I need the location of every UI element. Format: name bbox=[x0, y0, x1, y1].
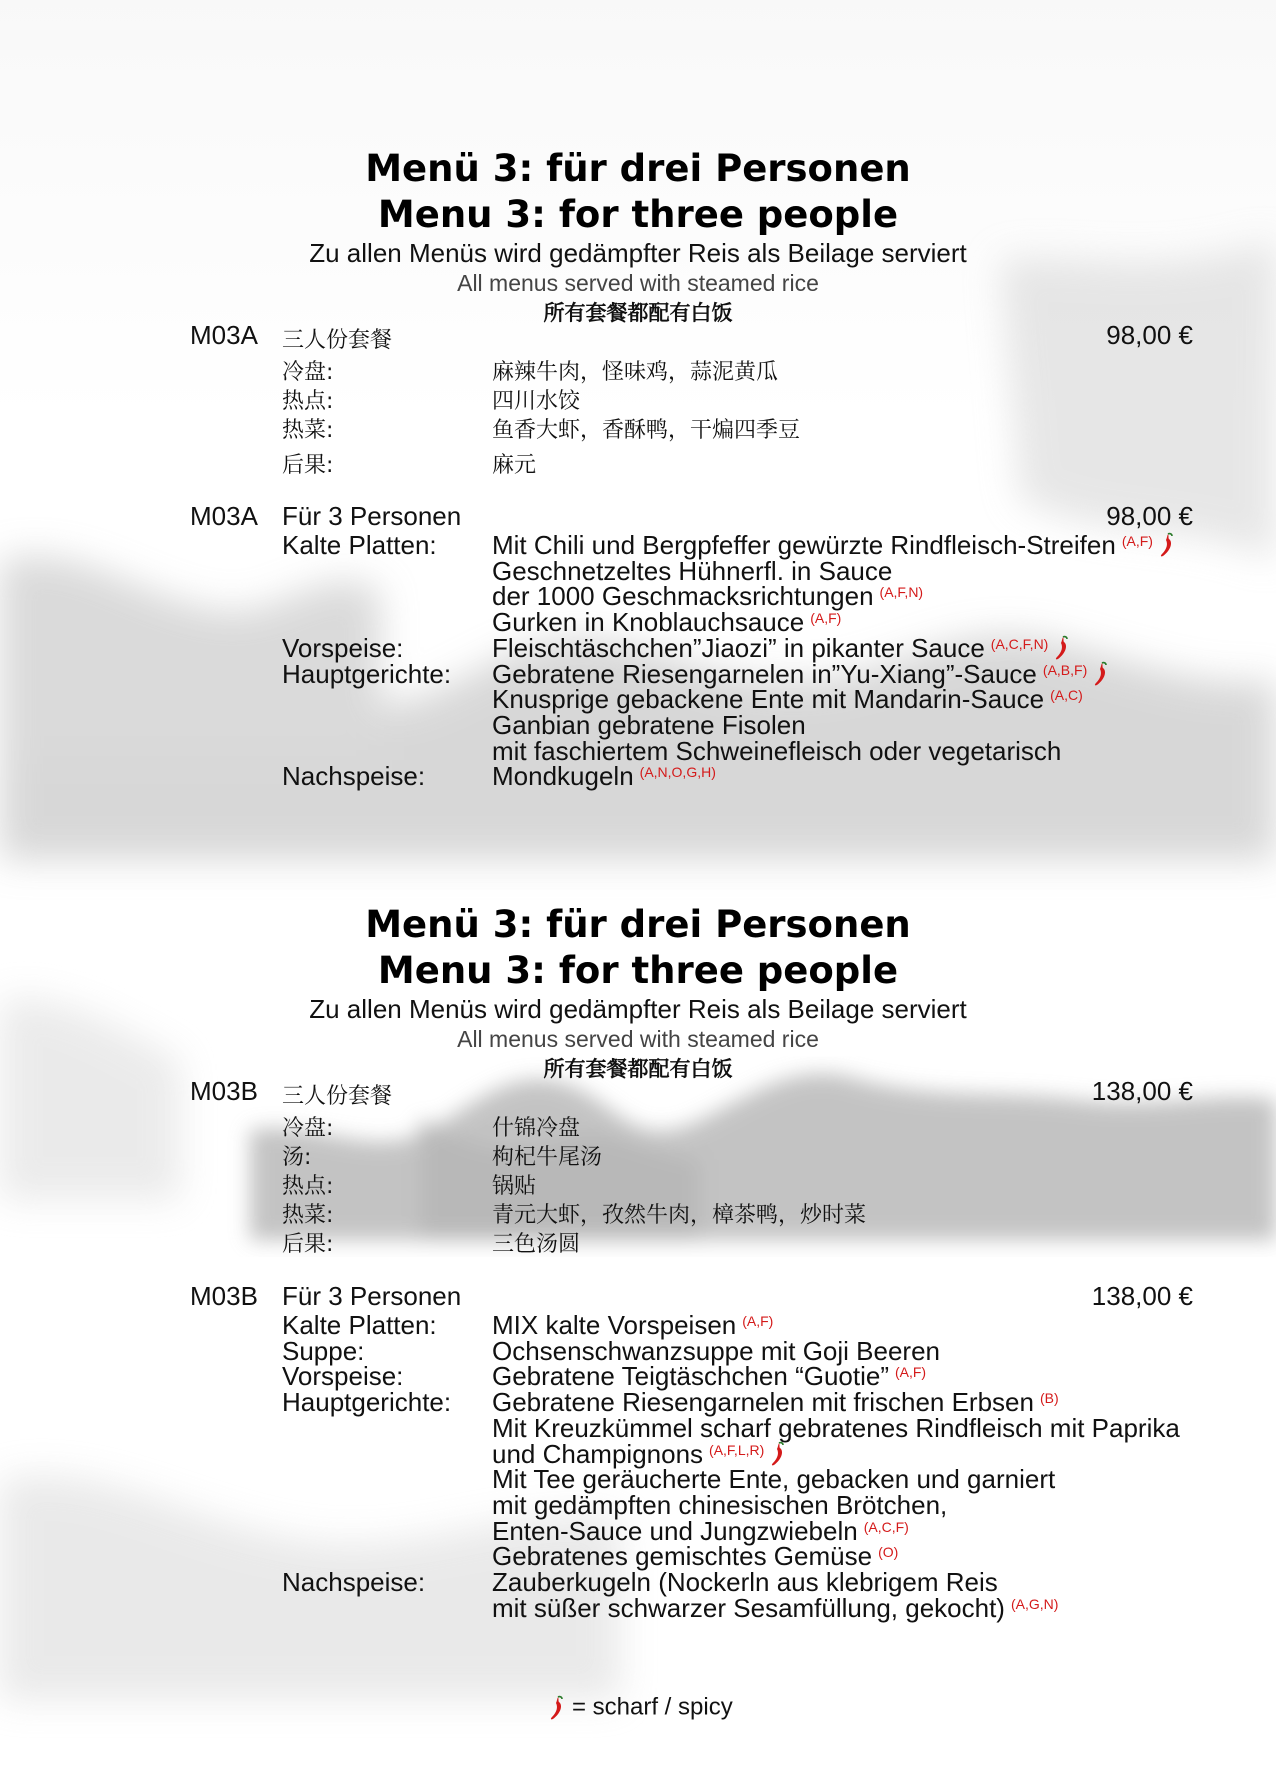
rice-note-de: Zu allen Menüs wird gedämpfter Reis als Beilage serviert bbox=[309, 238, 967, 268]
chili-pepper-icon bbox=[770, 1441, 786, 1467]
course-label: Vorspeise: bbox=[282, 1361, 404, 1392]
dish-name: Ganbian gebratene Fisolen bbox=[492, 709, 806, 740]
course-label: 后果: bbox=[282, 1232, 334, 1257]
menu-code: M03A bbox=[190, 501, 258, 531]
chili-pepper-icon bbox=[1159, 532, 1175, 558]
allergen-codes: (A,C,F,N) bbox=[990, 635, 1049, 652]
chili-pepper-icon bbox=[1093, 661, 1109, 687]
allergen-codes: (O) bbox=[878, 1544, 899, 1561]
dish-name: Mit Tee geräucherte Ente, gebacken und garniert bbox=[492, 1464, 1056, 1495]
course-dishes: 鱼香大虾，香酥鸭，干煸四季豆 bbox=[492, 418, 801, 443]
dish-name: Mit Kreuzkümmel scharf gebratenes Rindfleisch mit Paprika bbox=[492, 1412, 1180, 1443]
dish-name: Geschnetzeltes Hühnerfl. in Sauce bbox=[492, 555, 893, 586]
course-label: Kalte Platten: bbox=[282, 530, 437, 560]
menu-title-de: Menü 3: für drei Personen bbox=[365, 903, 911, 946]
dish-name: Fleischtäschchen”Jiaozi” in pikanter Sauce bbox=[492, 632, 985, 663]
course-label: Hauptgerichte: bbox=[282, 658, 452, 689]
dish-name: mit faschiertem Schweinefleisch oder vegetarisch bbox=[492, 735, 1062, 766]
course-label: Nachspeise: bbox=[282, 1567, 426, 1597]
menu-price: 98,00 € bbox=[1106, 320, 1193, 350]
rice-note-en: All menus served with steamed rice bbox=[457, 1026, 819, 1052]
dish-name: Gebratenes gemischtes Gemüse bbox=[492, 1541, 873, 1572]
dish-line bbox=[492, 761, 716, 792]
dish-name: und Champignons bbox=[492, 1438, 704, 1469]
rice-note-cn: 所有套餐都配有白饭 bbox=[543, 301, 733, 325]
course-label: Vorspeise: bbox=[282, 632, 404, 663]
menu-title-cn: 三人份套餐 bbox=[282, 328, 393, 353]
menu-price: 138,00 € bbox=[1091, 1076, 1193, 1106]
course-dishes: 锅贴 bbox=[492, 1174, 537, 1199]
dish-name: Gebratene Riesengarnelen mit frischen Erbsen bbox=[492, 1387, 1034, 1418]
course-label: 热点: bbox=[282, 389, 334, 414]
dish-line bbox=[492, 1593, 1058, 1624]
course-dishes: 麻辣牛肉，怪味鸡，蒜泥黄瓜 bbox=[492, 360, 779, 385]
menu-title-en: Menu 3: for three people bbox=[377, 193, 899, 236]
dish-name: Knusprige gebackene Ente mit Mandarin-Sauce bbox=[492, 684, 1045, 715]
course-label: 热点: bbox=[282, 1174, 334, 1199]
section-header bbox=[0, 902, 1276, 1084]
dish-name: der 1000 Geschmacksrichtungen bbox=[492, 581, 874, 612]
dish-name: Mondkugeln bbox=[492, 761, 634, 792]
dish-name: mit süßer schwarzer Sesamfüllung, gekocht) bbox=[492, 1592, 1005, 1623]
menu-title-en: Menu 3: for three people bbox=[377, 949, 899, 992]
dish-name: MIX kalte Vorspeisen bbox=[492, 1310, 737, 1340]
course-label: 热菜: bbox=[282, 1203, 334, 1228]
course-label: 热菜: bbox=[282, 418, 334, 443]
chili-pepper-icon bbox=[549, 1695, 565, 1721]
dish-name: Enten-Sauce und Jungzwiebeln bbox=[492, 1515, 858, 1546]
menu-title: Für 3 Personen bbox=[282, 1281, 462, 1311]
course-label: Kalte Platten: bbox=[282, 1310, 437, 1340]
course-label: 后果: bbox=[282, 453, 334, 478]
course-label: Suppe: bbox=[282, 1335, 365, 1366]
allergen-codes: (A,N,O,G,H) bbox=[639, 764, 716, 781]
dish-name: Gebratene Teigtäschchen “Guotie” bbox=[492, 1361, 889, 1392]
allergen-codes: (A,B,F) bbox=[1042, 661, 1088, 678]
menu-title-cn: 三人份套餐 bbox=[282, 1084, 393, 1109]
spicy-legend bbox=[0, 1693, 1276, 1722]
allergen-codes: (A,F,L,R) bbox=[709, 1441, 765, 1458]
allergen-codes: (A,G,N) bbox=[1010, 1595, 1059, 1612]
spicy-legend-text: = scharf / spicy bbox=[571, 1693, 733, 1721]
dish-name: Gurken in Knoblauchsauce bbox=[492, 607, 805, 638]
allergen-codes: (A,C) bbox=[1050, 687, 1083, 704]
course-dishes: 青元大虾，孜然牛肉，樟茶鸭，炒时菜 bbox=[492, 1203, 867, 1228]
allergen-codes: (A,F) bbox=[894, 1364, 927, 1381]
menu-title-de: Menü 3: für drei Personen bbox=[365, 147, 911, 190]
course-dishes: 三色汤圆 bbox=[492, 1232, 581, 1257]
menu-code: M03B bbox=[190, 1076, 258, 1106]
dish-name: Mit Chili und Bergpfeffer gewürzte Rindfleisch-Streifen bbox=[492, 530, 1116, 560]
course-dishes: 麻元 bbox=[492, 453, 537, 478]
rice-note-cn: 所有套餐都配有白饭 bbox=[543, 1057, 733, 1081]
dish-name: mit gedämpften chinesischen Brötchen, bbox=[492, 1489, 948, 1520]
rice-note-de: Zu allen Menüs wird gedämpfter Reis als Beilage serviert bbox=[309, 994, 967, 1024]
allergen-codes: (A,F) bbox=[1121, 533, 1153, 549]
chili-pepper-icon bbox=[1054, 635, 1070, 661]
course-label: 汤: bbox=[282, 1145, 312, 1170]
course-label: 冷盘: bbox=[282, 360, 334, 385]
allergen-codes: (A,F,N) bbox=[879, 584, 924, 601]
course-label: Nachspeise: bbox=[282, 761, 426, 792]
allergen-codes: (A,F) bbox=[810, 610, 842, 627]
dish-name: Gebratene Riesengarnelen in”Yu-Xiang”-Sauce bbox=[492, 658, 1037, 689]
course-dishes: 什锦冷盘 bbox=[492, 1116, 581, 1141]
dish-name: Ochsenschwanzsuppe mit Goji Beeren bbox=[492, 1335, 941, 1366]
course-label: 冷盘: bbox=[282, 1116, 334, 1141]
course-label: Hauptgerichte: bbox=[282, 1387, 452, 1418]
menu-price: 138,00 € bbox=[1091, 1281, 1193, 1311]
dish-name: Zauberkugeln (Nockerln aus klebrigem Reis bbox=[492, 1567, 998, 1597]
menu-price: 98,00 € bbox=[1106, 501, 1193, 531]
allergen-codes: (A,F) bbox=[742, 1313, 774, 1329]
menu-code: M03B bbox=[190, 1281, 258, 1311]
section-header bbox=[0, 146, 1276, 328]
rice-note-en: All menus served with steamed rice bbox=[457, 270, 819, 296]
course-dishes: 四川水饺 bbox=[492, 389, 581, 414]
allergen-codes: (B) bbox=[1039, 1390, 1059, 1407]
course-dishes: 枸杞牛尾汤 bbox=[492, 1145, 603, 1170]
allergen-codes: (A,C,F) bbox=[863, 1518, 909, 1535]
menu-title: Für 3 Personen bbox=[282, 501, 462, 531]
menu-code: M03A bbox=[190, 320, 258, 350]
